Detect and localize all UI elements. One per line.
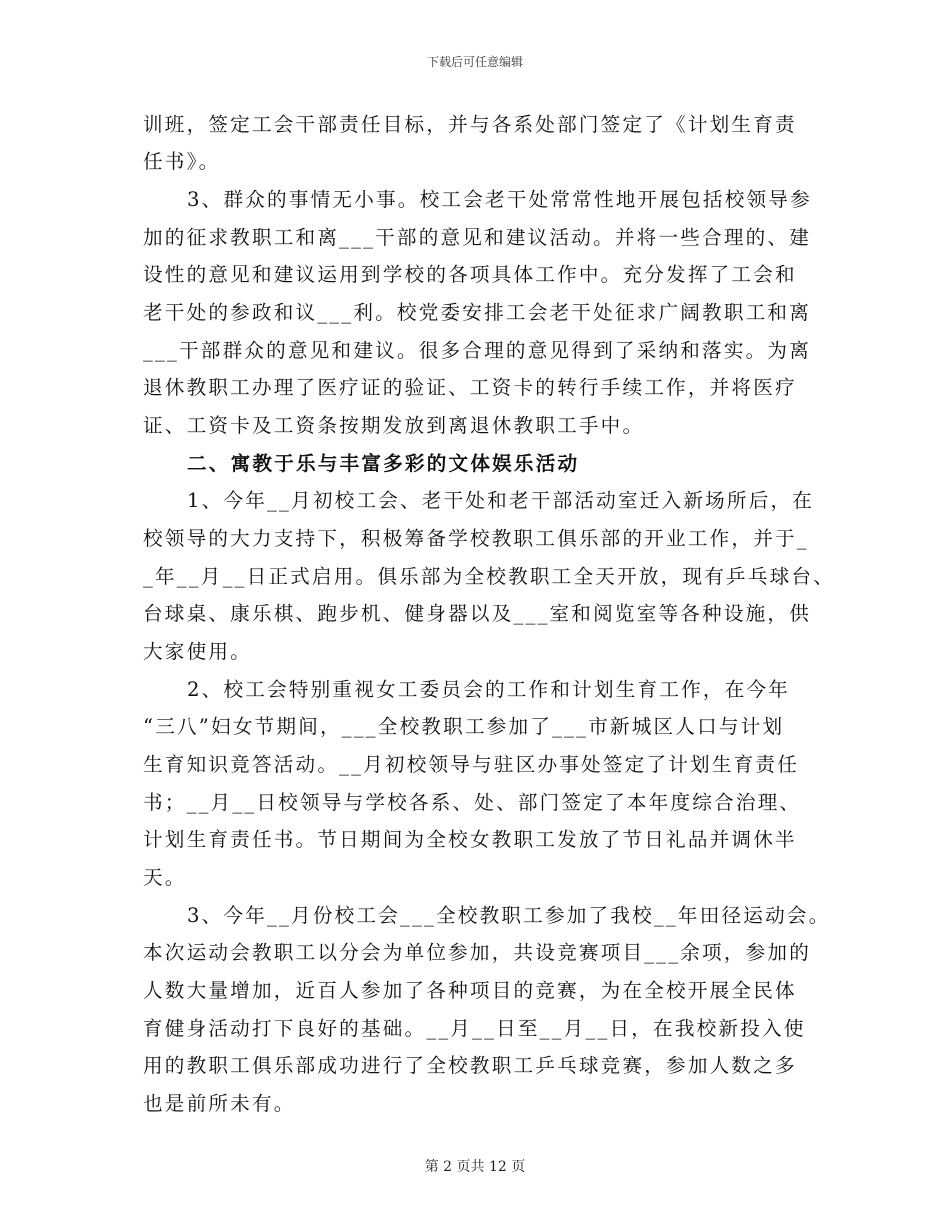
paragraph-line: 计划生育责任书。节日期间为全校女教职工发放了节日礼品并调休半 [143, 828, 797, 851]
section-heading: 二、寓教于乐与丰富多彩的文体娱乐活动 [187, 452, 580, 475]
paragraph-line: 退休教职工办理了医疗证的验证、工资卡的转行手续工作，并将医疗 [143, 376, 797, 399]
paragraph-line: 3、今年__月份校工会___全校教职工参加了我校__年田径运动会。 [187, 904, 831, 927]
paragraph-line: 3、群众的事情无小事。校工会老干处常常性地开展包括校领导参 [187, 188, 812, 211]
paragraph-line: 校领导的大力支持下，积极筹备学校教职工俱乐部的开业工作，并于_ [143, 527, 809, 550]
paragraph-line: 任书》。 [143, 150, 221, 173]
paragraph-line: 用的教职工俱乐部成功进行了全校教职工乒乓球竞赛，参加人数之多 [143, 1054, 797, 1077]
paragraph-line: ___干部群众的意见和建议。很多合理的意见得到了采纳和落实。为离 [143, 339, 812, 362]
paragraph-line: 加的征求教职工和离___干部的意见和建议活动。并将一些合理的、建 [143, 226, 812, 249]
paragraph-line: 育健身活动打下良好的基础。__月__日至__月__日，在我校新投入使 [143, 1017, 806, 1040]
paragraph-line: 老干处的参政和议___利。校党委安排工会老干处征求广阔教职工和离 [143, 301, 812, 324]
paragraph-line: “三八”妇女节期间，___全校教职工参加了___市新城区人口与计划 [143, 715, 785, 738]
page-footer: 第 2 页共 12 页 [424, 1159, 526, 1175]
paragraph-line: 1、今年__月初校工会、老干处和老干部活动室迁入新场所后，在 [187, 489, 815, 512]
paragraph-line: _年__月__日正式启用。俱乐部为全校教职工全天开放，现有乒乓球台、 [143, 565, 836, 588]
paragraph-line: 设性的意见和建议运用到学校的各项具体工作中。充分发挥了工会和 [143, 263, 797, 286]
paragraph-line: 证、工资卡及工资条按期发放到离退休教职工手中。 [143, 414, 645, 437]
paragraph-line: 生育知识竟答活动。__月初校领导与驻区办事处签定了计划生育责任 [143, 753, 800, 776]
paragraph-line: 台球桌、康乐棋、跑步机、健身器以及___室和阅览室等各种设施，供 [143, 602, 812, 625]
paragraph-line: 训班，签定工会干部责任目标，并与各系处部门签定了《计划生育责 [143, 113, 797, 136]
paragraph-line: 大家使用。 [143, 640, 252, 663]
paragraph-line: 天。 [143, 866, 187, 889]
paragraph-line: 本次运动会教职工以分会为单位参加，共设竞赛项目___余项，参加的 [143, 941, 812, 964]
paragraph-line: 人数大量增加，近百人参加了各种项目的竞赛，为在全校开展全民体 [143, 979, 797, 1002]
paragraph-line: 书；__月__日校领导与学校各系、处、部门签定了本年度综合治理、 [143, 791, 802, 814]
paragraph-line: 2、校工会特别重视女工委员会的工作和计划生育工作，在今年 [187, 678, 791, 701]
paragraph-line: 也是前所未有。 [143, 1092, 296, 1115]
page-header: 下载后可任意编辑 [426, 55, 523, 69]
